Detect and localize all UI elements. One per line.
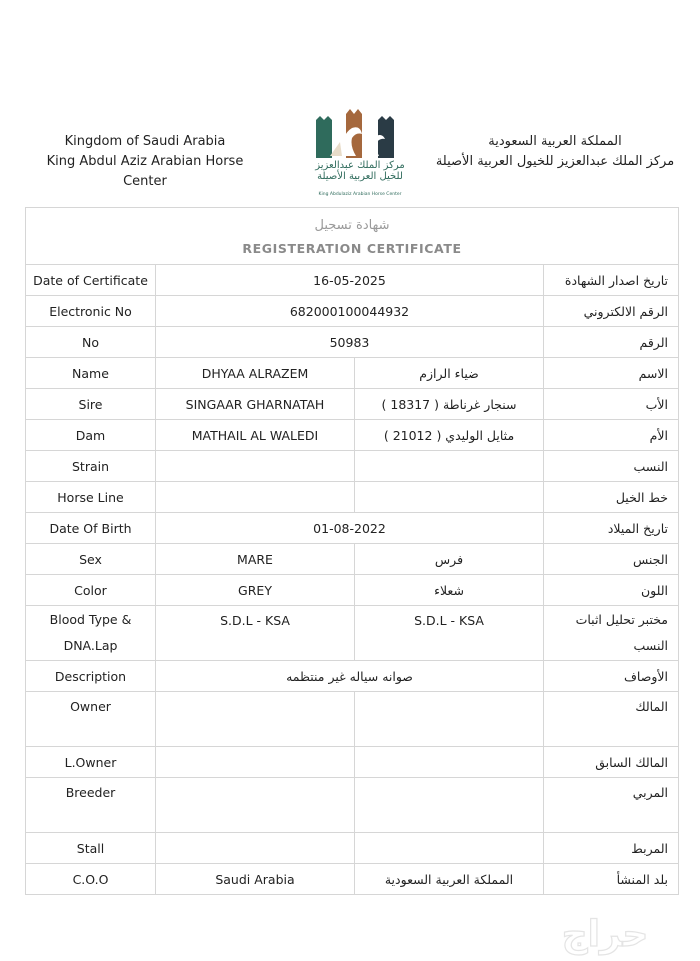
label-en: L.Owner (26, 747, 156, 778)
value-ar: ضياء الرازم (355, 358, 544, 389)
value-en: Saudi Arabia (156, 864, 355, 895)
center-logo-icon (310, 106, 410, 202)
header-arabic (430, 132, 680, 172)
label-en: Sex (26, 544, 156, 575)
label-ar (544, 606, 679, 661)
label-en: Description (26, 661, 156, 692)
value-en (156, 692, 355, 747)
header-en-country: Kingdom of Saudi Arabia (64, 134, 226, 149)
label-en (26, 606, 156, 661)
row-strain (26, 451, 679, 482)
label-en: Color (26, 575, 156, 606)
value-ar (355, 451, 544, 482)
label-en: Strain (26, 451, 156, 482)
value-en: MATHAIL AL WALEDI (156, 420, 355, 451)
value: صوانه سياله غير منتظمه (156, 661, 544, 692)
label-en: Stall (26, 833, 156, 864)
row-breeder (26, 778, 679, 833)
label-en: No (26, 327, 156, 358)
label-ar: الرقم الالكتروني (544, 296, 679, 327)
row-l-owner (26, 747, 679, 778)
label-ar-line1: مختبر تحليل اثبات (575, 612, 668, 627)
header-ar-center: مركز الملك عبدالعزيز للخيول العربية الأصيلة (435, 154, 675, 169)
value: 682000100044932 (156, 296, 544, 327)
label-ar: اللون (544, 575, 679, 606)
row-dam (26, 420, 679, 451)
value-ar: سنجار غرناطة ( 18317 ) (355, 389, 544, 420)
label-en: Date of Certificate (26, 265, 156, 296)
value-ar: فرس (355, 544, 544, 575)
value-en (156, 451, 355, 482)
value-en: SINGAAR GHARNATAH (156, 389, 355, 420)
label-ar: الاسم (544, 358, 679, 389)
label-en: Electronic No (26, 296, 156, 327)
row-blood-type (26, 606, 679, 661)
header-ar-country: المملكة العربية السعودية (488, 134, 622, 149)
label-en: C.O.O (26, 864, 156, 895)
header-english (30, 132, 260, 192)
value-en: S.D.L - KSA (156, 606, 355, 661)
value-ar: S.D.L - KSA (355, 606, 544, 661)
row-coo (26, 864, 679, 895)
label-en: Owner (26, 692, 156, 747)
row-date-of-birth (26, 513, 679, 544)
row-no (26, 327, 679, 358)
value-ar (355, 692, 544, 747)
label-ar: المالك السابق (544, 747, 679, 778)
label-en: Dam (26, 420, 156, 451)
value-en (156, 833, 355, 864)
row-stall (26, 833, 679, 864)
value-ar: شعلاء (355, 575, 544, 606)
watermark-text: حراج (561, 914, 649, 955)
row-electronic-no (26, 296, 679, 327)
haraj-watermark-icon (520, 908, 690, 958)
label-en: Sire (26, 389, 156, 420)
value-en (156, 482, 355, 513)
value-en: GREY (156, 575, 355, 606)
value-ar (355, 482, 544, 513)
label-en-line2: DNA.Lap (63, 638, 118, 653)
label-ar: تاريخ اصدار الشهادة (544, 265, 679, 296)
value-en (156, 778, 355, 833)
logo-ar-line2: للخيل العربية الأصيلة (317, 171, 403, 182)
logo-arabic-text (300, 160, 420, 182)
value-ar (355, 833, 544, 864)
row-sire (26, 389, 679, 420)
value: 01-08-2022 (156, 513, 544, 544)
header-en-center: King Abdul Aziz Arabian Horse Center (46, 154, 244, 189)
label-en-line1: Blood Type & (49, 612, 132, 627)
value-ar (355, 778, 544, 833)
label-ar: الأوصاف (544, 661, 679, 692)
label-ar: بلد المنشأ (544, 864, 679, 895)
label-en: Date Of Birth (26, 513, 156, 544)
row-owner (26, 692, 679, 747)
row-date-of-certificate (26, 265, 679, 296)
logo-english-text: King Abdulaziz Arabian Horse Center (318, 192, 402, 197)
label-ar: الأب (544, 389, 679, 420)
value-en (156, 747, 355, 778)
row-name (26, 358, 679, 389)
label-ar-line2: النسب (633, 638, 668, 653)
label-ar: المربي (544, 778, 679, 833)
certificate-title-row (26, 208, 679, 265)
label-en: Breeder (26, 778, 156, 833)
row-sex (26, 544, 679, 575)
value-ar (355, 747, 544, 778)
certificate-table (25, 207, 679, 895)
label-en: Name (26, 358, 156, 389)
row-description (26, 661, 679, 692)
label-ar: المالك (544, 692, 679, 747)
label-ar: تاريخ الميلاد (544, 513, 679, 544)
value: 50983 (156, 327, 544, 358)
row-color (26, 575, 679, 606)
value-ar: المملكة العربية السعودية (355, 864, 544, 895)
value-en: DHYAA ALRAZEM (156, 358, 355, 389)
label-ar: المربط (544, 833, 679, 864)
label-ar: النسب (544, 451, 679, 482)
label-ar: خط الخيل (544, 482, 679, 513)
value: 16-05-2025 (156, 265, 544, 296)
logo-ar-line1: مركز الملك عبدالعزيز (315, 160, 405, 171)
label-ar: الأم (544, 420, 679, 451)
row-horse-line (26, 482, 679, 513)
label-ar: الرقم (544, 327, 679, 358)
title-english: REGISTERATION CERTIFICATE (242, 241, 462, 256)
label-ar: الجنس (544, 544, 679, 575)
value-en: MARE (156, 544, 355, 575)
label-en: Horse Line (26, 482, 156, 513)
certificate-title (26, 208, 679, 265)
value-ar: مثايل الوليدي ( 21012 ) (355, 420, 544, 451)
title-arabic: شهادة تسجيل (314, 218, 390, 233)
